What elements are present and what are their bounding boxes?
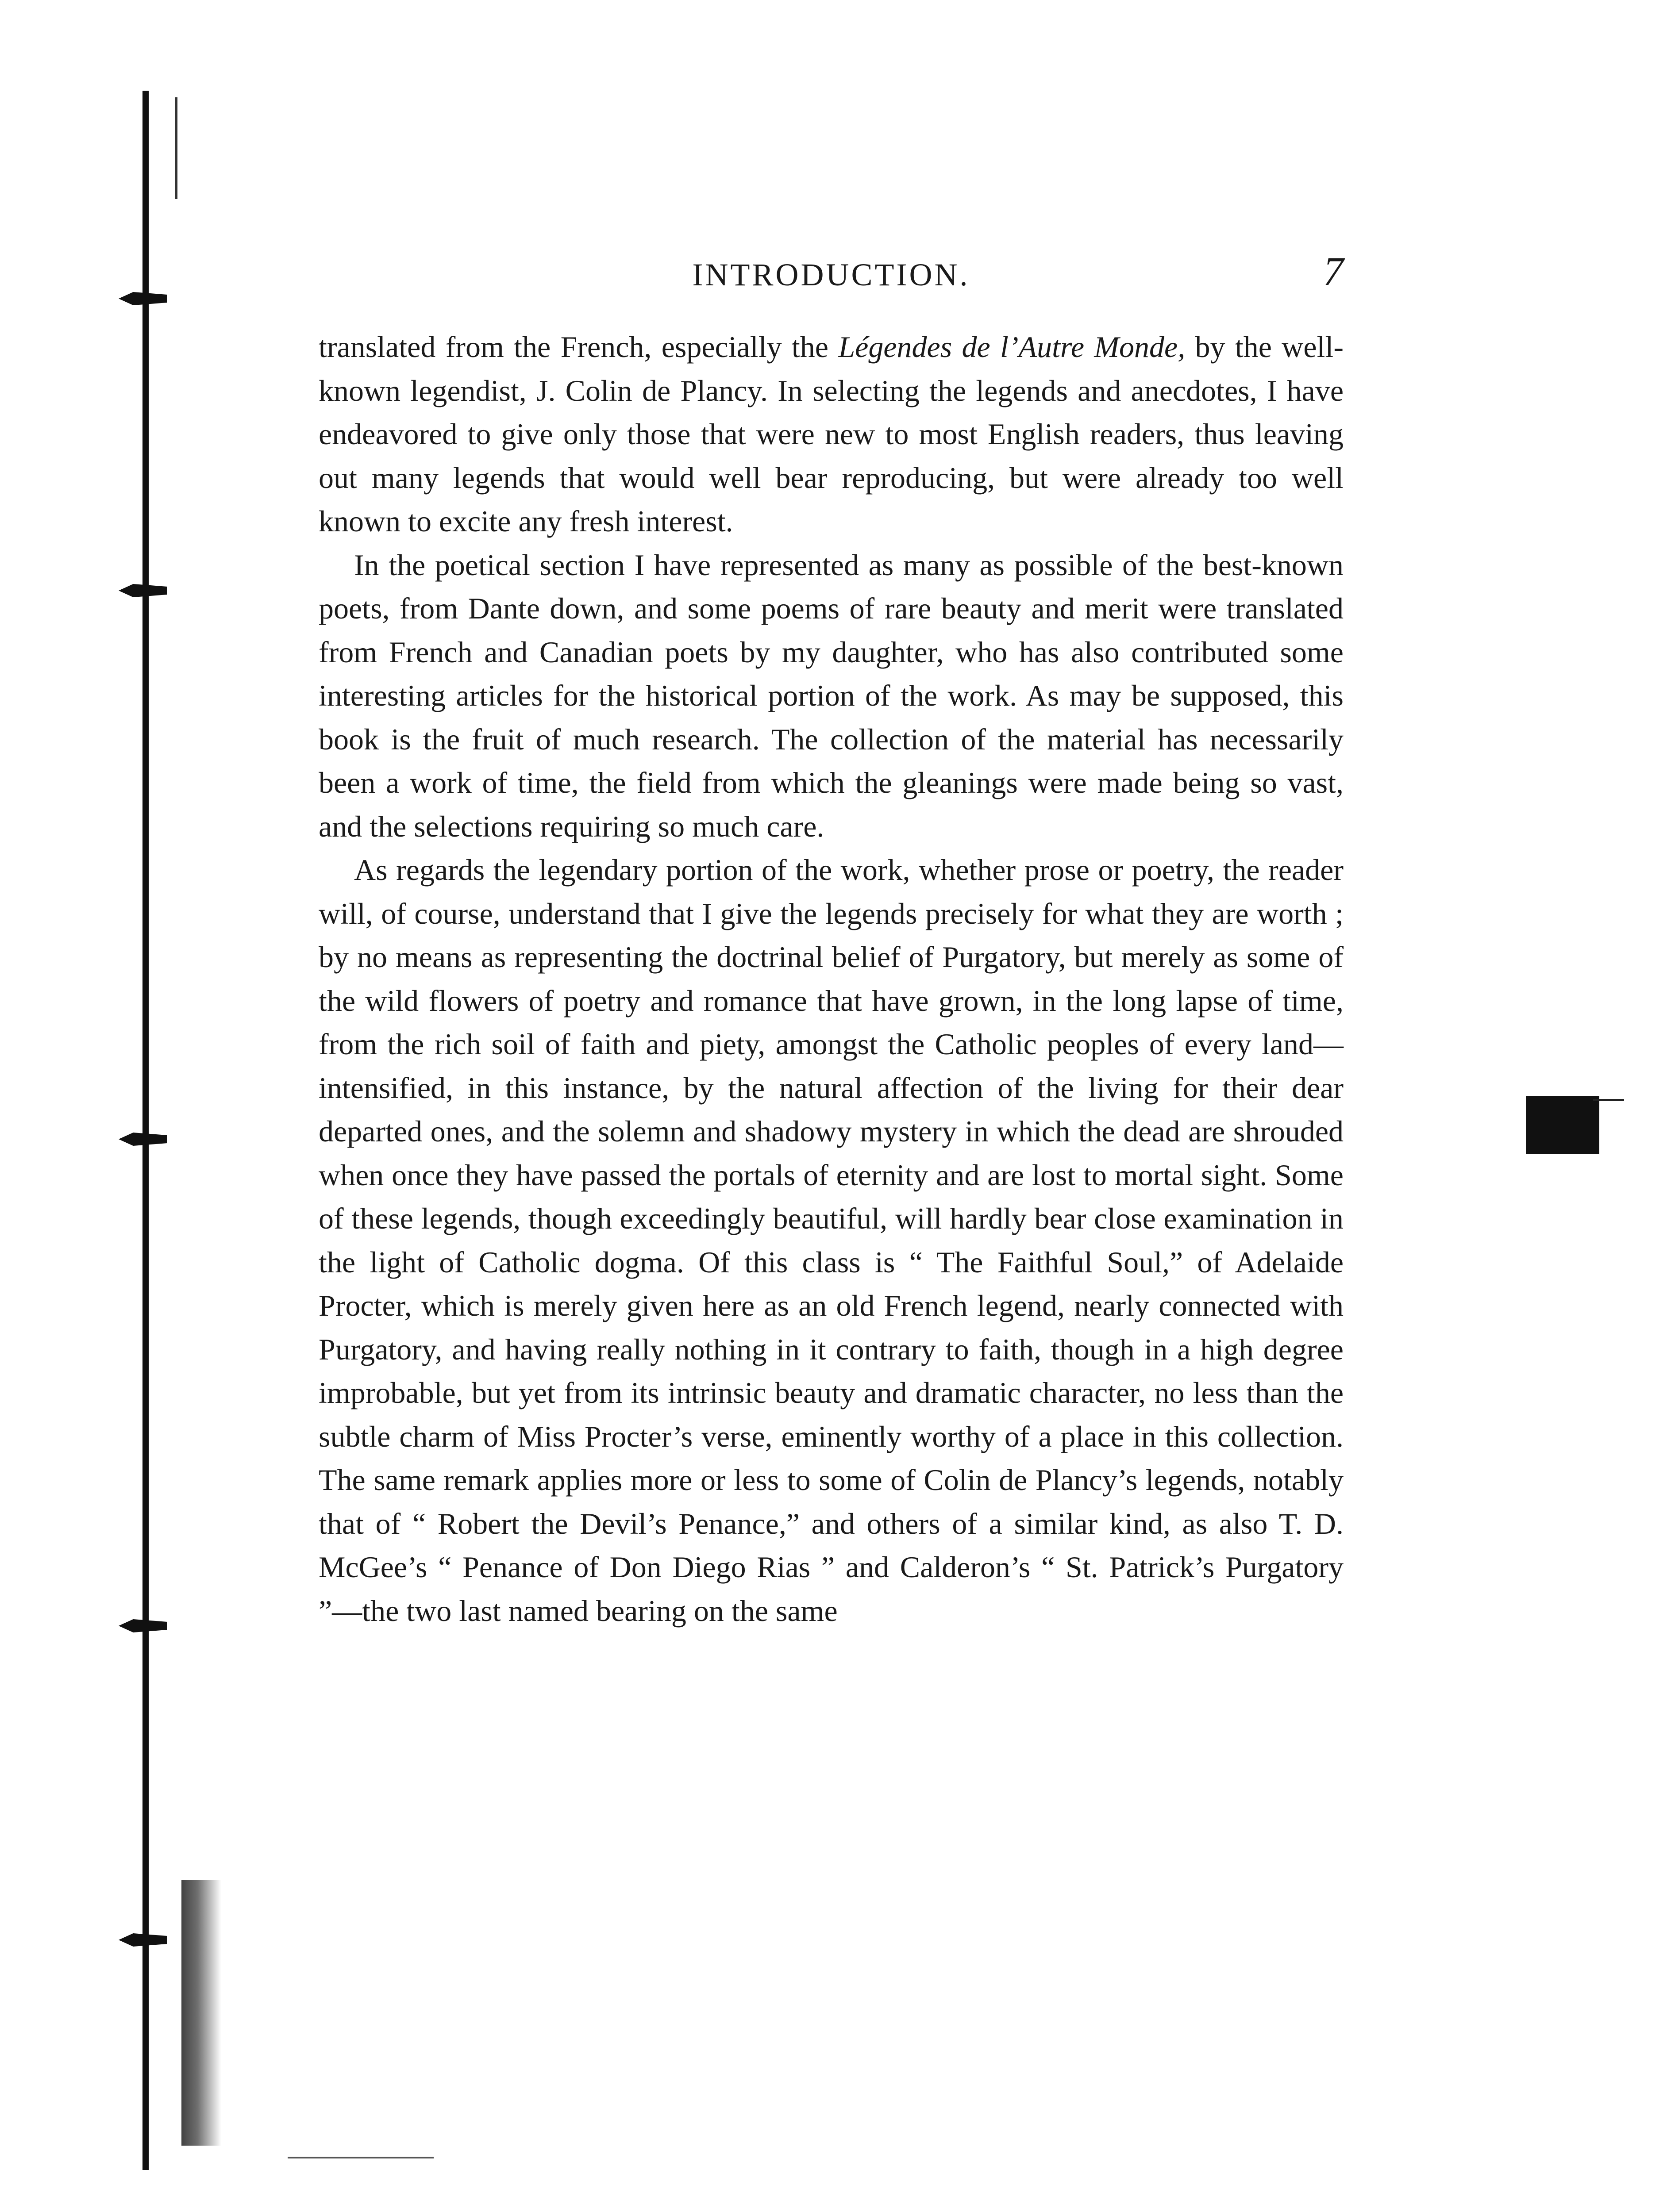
body-text <box>319 325 1344 1632</box>
running-head: INTRODUCTION. <box>692 257 970 292</box>
binding-tab-mark <box>119 1933 167 1947</box>
page-number: 7 <box>1323 249 1344 294</box>
binding-edge-line-secondary <box>175 97 177 199</box>
scan-edge-line <box>1593 1099 1624 1101</box>
page-header <box>319 248 1344 301</box>
bottom-rule-mark <box>288 2157 434 2158</box>
paragraph-3: As regards the legendary portion of the work, whether prose or poetry, the reader will, of course, understand that I give the legends precisely for what they are worth ; by no means as representing the doctrinal belief of Purgatory, but merely as some of the wild flowers of poetry and romance that have grown, in the long lapse of time, from the rich soil of faith and piety, amongst the Catholic peoples of every land—intensified, in this instance, by the natural affection of the living for their dear departed ones, and the solemn and shadowy mystery in which the dead are shrouded when once they have passed the portals of eternity and are lost to mortal sight. Some of these legends, though exceedingly beautiful, will hardly bear close examination in the light of Catholic dogma. Of this class is “ The Faithful Soul,” of Adelaide Procter, which is merely given here as an old French legend, nearly connected with Purgatory, and having really nothing in it contrary to faith, though in a high degree improbable, but yet from its intrinsic beauty and dramatic character, no less than the subtle charm of Miss Procter’s verse, eminently worthy of a place in this collection. The same remark applies more or less to some of Colin de Plancy’s legends, notably that of “ Robert the Devil’s Penance,” and others of a similar kind, as also T. D. McGee’s “ Penance of Don Diego Rias ” and Calderon’s “ St. Patrick’s Purgatory ”—the two last named bearing on the same <box>319 853 1344 1628</box>
paragraph-2: In the poetical section I have represented as many as possible of the best-known poets, from Dante down, and some poems of rare beauty and merit were translated from French and Canadian poets by my daughter, who has also contributed some interesting articles for the historical portion of the work. As may be supposed, this book is the fruit of much research. The collection of the material has necessarily been a work of time, the field from which the gleanings were made being so vast, and the selections requiring so much care. <box>319 548 1344 843</box>
paragraph-1 <box>319 325 1344 543</box>
binding-edge-line <box>142 91 149 2170</box>
paragraph-1-start: translated from the French, especially the <box>319 330 839 364</box>
book-title: Légendes de l’Autre Monde, <box>838 330 1186 364</box>
binding-tab-mark <box>119 1619 167 1632</box>
binding-tab-mark <box>119 292 167 305</box>
binding-tab-mark <box>119 1133 167 1146</box>
scan-edge-block <box>1526 1096 1599 1154</box>
binding-tab-mark <box>119 584 167 597</box>
paragraph-1-rest: by the well-known legendist, J. Colin de Plancy. In selecting the legends and anecdotes, I have endeavored to give only those that were new to most English readers, thus leaving out many legends that would well bear reproducing, but were already too well known to excite any fresh interest. <box>319 330 1344 538</box>
binding-shadow <box>181 1880 221 2146</box>
